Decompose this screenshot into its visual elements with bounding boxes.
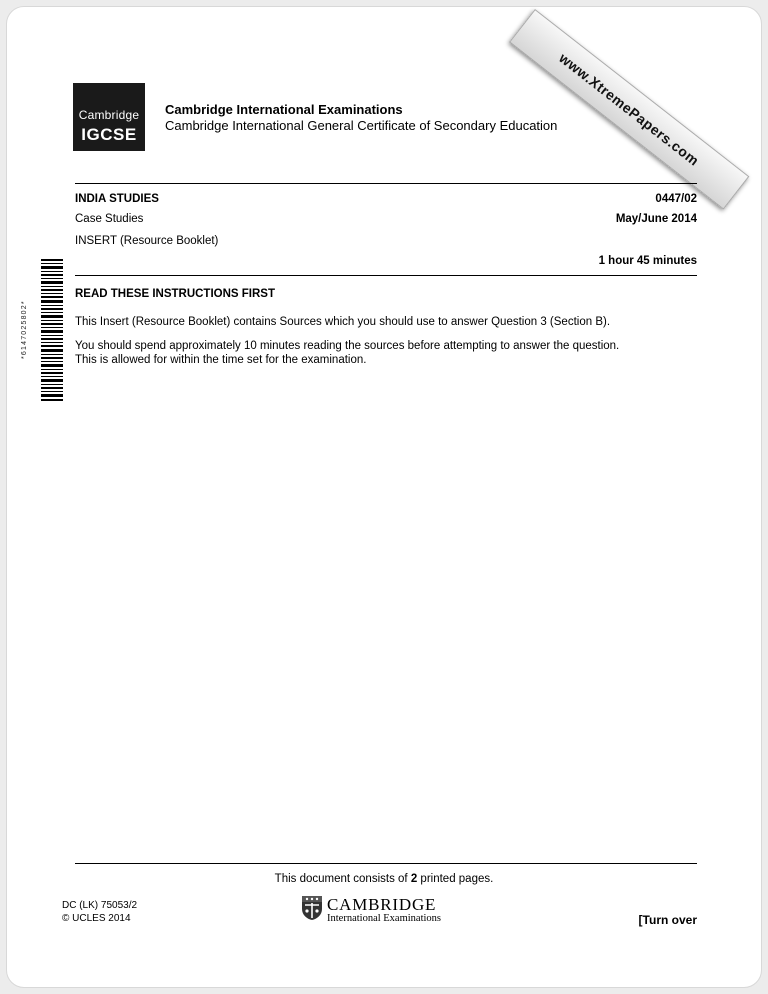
barcode-digits: *6147025802* — [21, 300, 28, 360]
subject-name: INDIA STUDIES — [75, 193, 159, 205]
instructions-divider — [75, 275, 697, 276]
corner-watermark-badge[interactable] — [509, 9, 749, 210]
cambridge-crest-icon — [301, 895, 323, 921]
logo-top-text: Cambridge — [78, 108, 140, 122]
header-title: Cambridge International Examinations — [165, 102, 403, 117]
insert-label: INSERT (Resource Booklet) — [75, 235, 219, 247]
cambridge-brand-subtitle: International Examinations — [327, 913, 442, 924]
exam-paper-page — [6, 6, 762, 988]
printed-pages-count: 2 — [410, 873, 418, 885]
footer-divider — [75, 863, 697, 864]
cambridge-brand-name: CAMBRIDGE — [327, 895, 437, 914]
instructions-paragraph-1: This Insert (Resource Booklet) contains Sources which you should use to answer Question 3 (Section B). — [75, 316, 611, 328]
top-divider — [75, 183, 697, 184]
corner-watermark-text: www.XtremePapers.com — [556, 49, 703, 169]
printed-pages-note — [7, 873, 761, 885]
turn-over-label: [Turn over — [638, 913, 697, 927]
printed-pages-prefix: This document consists of — [274, 873, 411, 885]
barcode-icon — [27, 259, 65, 401]
cambridge-igcse-logo — [73, 83, 145, 151]
printed-pages-suffix: printed pages. — [417, 873, 494, 885]
exam-session: May/June 2014 — [615, 213, 697, 225]
instructions-paragraph-2-line-2: This is allowed for within the time set for the examination. — [75, 354, 367, 366]
paper-title: Case Studies — [75, 213, 144, 225]
instructions-paragraph-2-line-1: You should spend approximately 10 minutes reading the sources before attempting to answer the question. — [75, 340, 620, 352]
instructions-paragraph-2 — [75, 339, 695, 367]
paper-code: 0447/02 — [655, 193, 697, 205]
exam-duration: 1 hour 45 minutes — [598, 255, 697, 267]
copyright: © UCLES 2014 — [62, 913, 131, 924]
document-code: DC (LK) 75053/2 — [62, 900, 138, 911]
logo-bottom-text: IGCSE — [81, 125, 137, 144]
header-subtitle: Cambridge International General Certificate of Secondary Education — [165, 118, 558, 133]
instructions-heading: READ THESE INSTRUCTIONS FIRST — [75, 288, 275, 300]
